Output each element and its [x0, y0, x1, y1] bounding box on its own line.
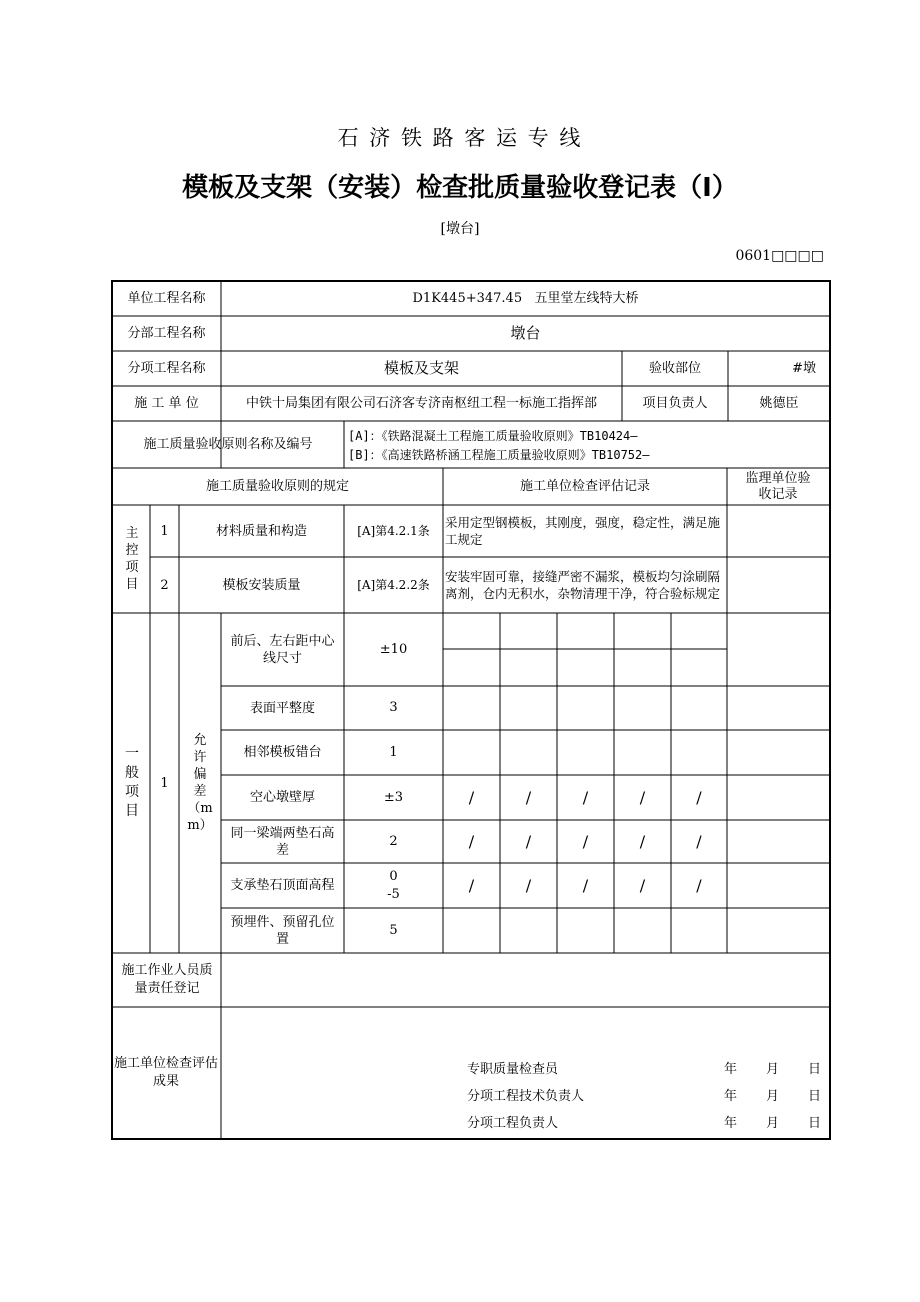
measurement-cell[interactable] — [557, 686, 614, 730]
construction-unit-label: 施 工 单 位 — [134, 396, 199, 411]
construction-unit-value: 中铁十局集团有限公司石济客专济南枢纽工程一标施工指挥部 — [245, 396, 597, 411]
standard-b: [B]：《高速铁路桥涵工程施工质量验收原则》TB10752— — [348, 448, 650, 462]
signature-day: 日 — [808, 1089, 822, 1104]
measurement-cell[interactable] — [443, 686, 500, 730]
unit-project-value: D1K445+347.45 五里堂左线特大桥 — [412, 291, 639, 306]
measurement-cell[interactable] — [557, 613, 614, 650]
general-no: 1 — [160, 775, 169, 791]
contractor-record-header: 施工单位检查评估记录 — [519, 479, 650, 494]
main-item-2-record: 安装牢固可靠，接缝严密不漏浆，模板均匀涂刷隔离剂，仓内无积水，杂物清理干净，符合验标规定 — [445, 569, 721, 601]
measurement-cell[interactable] — [671, 613, 727, 650]
general-item-tolerance: 3 — [389, 700, 398, 715]
measurement-cell[interactable] — [500, 730, 557, 775]
standard-a: [A]：《铁路混凝土工程施工质量验收原则》TB10424— — [348, 429, 638, 443]
measurement-cell[interactable]: / — [525, 832, 532, 851]
project-manager-value: 姚德臣 — [759, 396, 799, 411]
signature-role: 分项工程负责人 — [467, 1116, 559, 1131]
signature-month: 月 — [766, 1062, 780, 1077]
measurement-cell[interactable] — [671, 650, 727, 687]
subitem-value: 模板及支架 — [383, 359, 459, 377]
general-item-name: 相邻模板错台 — [243, 745, 322, 760]
signature-day: 日 — [808, 1116, 822, 1131]
general-item-name: 表面平整度 — [249, 700, 315, 716]
measurement-cell[interactable] — [671, 686, 727, 730]
main-item-2-name: 模板安装质量 — [222, 577, 301, 593]
measurement-cell[interactable] — [614, 613, 671, 650]
general-item-tolerance: 2 — [389, 833, 398, 849]
workers-label: 施工作业人员质量责任登记 — [121, 963, 213, 996]
signature-year: 年 — [724, 1116, 738, 1131]
measurement-cell[interactable]: / — [582, 788, 589, 807]
measurement-cell[interactable] — [443, 613, 500, 650]
general-item-tolerance: 0 -5 — [387, 868, 400, 902]
measurement-cell[interactable] — [443, 650, 500, 687]
measurement-cell[interactable]: / — [525, 788, 532, 807]
form-subtitle: [墩台] — [440, 221, 480, 237]
general-item-tolerance: ±10 — [379, 641, 408, 657]
measurement-cell[interactable]: / — [696, 788, 702, 807]
standard-label: 施工质量验收原则名称及编号 — [143, 437, 313, 452]
result-label: 施工单位检查评估成果 — [114, 1056, 219, 1089]
main-control-label: 主控项目 — [125, 526, 139, 592]
measurement-cell[interactable] — [500, 613, 557, 650]
measurement-cell[interactable]: / — [582, 832, 589, 851]
general-item-tolerance: ±3 — [383, 789, 404, 805]
measurement-cell[interactable]: / — [468, 788, 475, 807]
general-label: 一般项目 — [125, 746, 139, 819]
measurement-cell[interactable] — [500, 686, 557, 730]
measurement-cell[interactable] — [614, 908, 671, 953]
line-name: 石 济 铁 路 客 运 专 线 — [337, 126, 583, 150]
acceptance-part-label: 验收部位 — [648, 361, 701, 376]
main-item-1-record: 采用定型钢模板，其刚度，强度，稳定性，满足施工规定 — [445, 515, 721, 547]
form-title: 模板及支架（安装）检查批质量验收登记表（Ⅰ） — [182, 173, 738, 203]
general-item-name: 空心墩壁厚 — [249, 790, 315, 805]
signature-year: 年 — [724, 1062, 738, 1077]
measurement-cell[interactable]: / — [639, 832, 646, 851]
measurement-cell[interactable]: / — [696, 876, 702, 895]
main-item-2-clause: [A]第4.2.2条 — [357, 577, 430, 592]
measurement-cell[interactable]: / — [639, 876, 646, 895]
measurement-cell[interactable] — [557, 650, 614, 687]
signature-month: 月 — [766, 1116, 780, 1131]
measurement-cell[interactable]: / — [639, 788, 646, 807]
supervisor-record-header: 监理单位验收记录 — [745, 470, 811, 502]
general-item-name: 前后、左右距中心线尺寸 — [230, 633, 335, 666]
form-code: 0601□□□□ — [735, 248, 824, 264]
measurement-cell[interactable] — [443, 730, 500, 775]
measurement-cell[interactable] — [500, 908, 557, 953]
general-item-name: 预埋件、预留孔位置 — [230, 914, 335, 947]
division-label: 分部工程名称 — [127, 326, 206, 341]
measurement-cell[interactable]: / — [468, 832, 475, 851]
main-item-1-clause: [A]第4.2.1条 — [357, 523, 430, 538]
general-item-tolerance: 1 — [389, 744, 398, 760]
measurement-cell[interactable] — [557, 730, 614, 775]
main-item-1-no: 1 — [160, 523, 169, 539]
division-value: 墩台 — [510, 324, 541, 342]
main-item-1-name: 材料质量和构造 — [215, 523, 307, 539]
general-item-name: 同一梁端两垫石高差 — [230, 825, 335, 858]
signature-role: 专职质量检查员 — [467, 1062, 559, 1077]
measurement-cell[interactable] — [500, 650, 557, 687]
measurement-cell[interactable] — [614, 650, 671, 687]
signature-month: 月 — [766, 1089, 780, 1104]
spec-column-header: 施工质量验收原则的规定 — [205, 479, 349, 494]
acceptance-part-value: #墩 — [792, 361, 816, 376]
measurement-cell[interactable] — [614, 730, 671, 775]
general-item-name: 支承垫石顶面高程 — [230, 878, 335, 893]
measurement-cell[interactable] — [671, 730, 727, 775]
measurement-cell[interactable]: / — [468, 876, 475, 895]
signature-year: 年 — [724, 1089, 738, 1104]
measurement-cell[interactable] — [443, 908, 500, 953]
measurement-cell[interactable]: / — [696, 832, 702, 851]
main-item-2-no: 2 — [160, 577, 169, 593]
signature-day: 日 — [808, 1062, 822, 1077]
measurement-cell[interactable] — [614, 686, 671, 730]
tolerance-label: 允许偏差（mm） — [187, 733, 213, 833]
project-manager-label: 项目负责人 — [642, 396, 708, 411]
measurement-cell[interactable]: / — [525, 876, 532, 895]
measurement-cell[interactable]: / — [582, 876, 589, 895]
unit-project-label: 单位工程名称 — [127, 291, 206, 306]
measurement-cell[interactable] — [671, 908, 727, 953]
measurement-cell[interactable] — [557, 908, 614, 953]
signature-role: 分项工程技术负责人 — [467, 1089, 585, 1104]
subitem-label: 分项工程名称 — [127, 361, 206, 376]
general-item-tolerance: 5 — [389, 922, 398, 938]
